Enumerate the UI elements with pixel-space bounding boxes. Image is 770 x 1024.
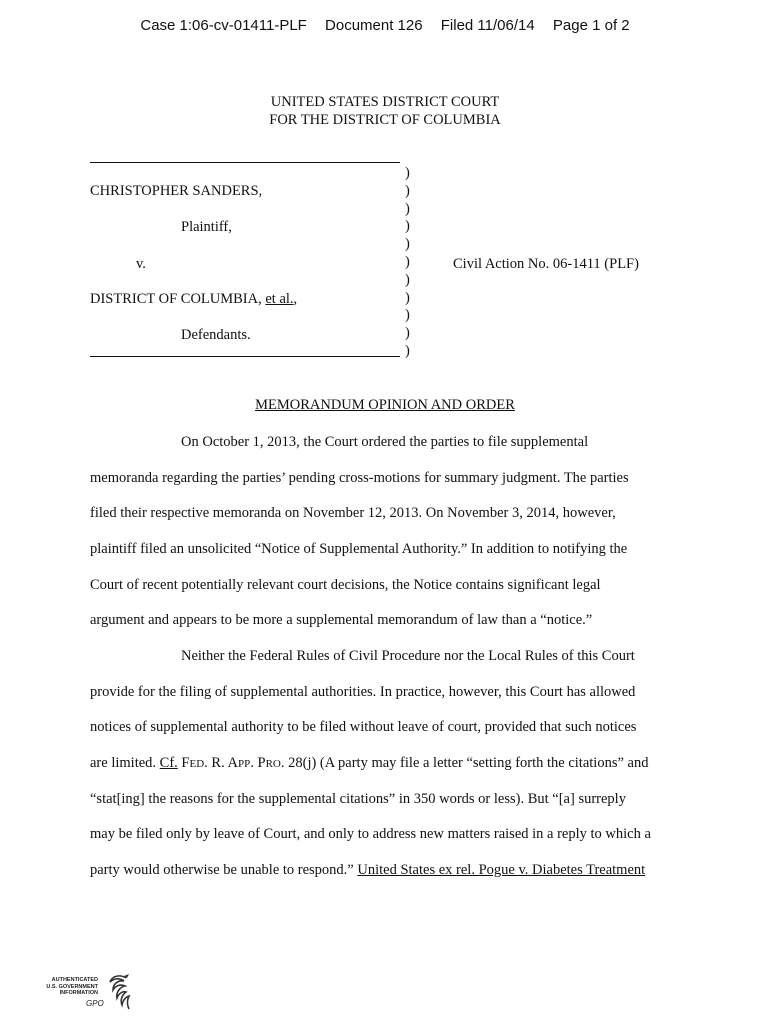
case-number: Case 1:06-cv-01411-PLF	[140, 17, 307, 34]
text-run: . P	[250, 755, 266, 772]
text-run: F	[177, 755, 190, 772]
defendant-role: Defendants.	[181, 327, 251, 343]
court-name: UNITED STATES DISTRICT COURT	[270, 94, 500, 110]
gpo-label: GPO	[86, 999, 104, 1008]
paragraph-line: filed their respective memoranda on November 12, 2013. On November 3, 2014, however,	[90, 505, 616, 522]
eagle-icon	[98, 972, 132, 1016]
et-al: et al.	[265, 291, 294, 307]
paragraph-line: memoranda regarding the parties’ pending cross-motions for summary judgment. The parties	[90, 469, 629, 486]
logo-text: AUTHENTICATED U.S. GOVERNMENT INFORMATION	[46, 977, 98, 996]
paragraph-line: plaintiff filed an unsolicited “Notice of Supplemental Authority.” In addition to notifying the	[90, 541, 628, 558]
paragraph-line: provide for the filing of supplemental authorities. In practice, however, this Court has allowed	[90, 683, 636, 700]
plaintiff-role: Plaintiff,	[181, 219, 232, 235]
gpo-authentication-logo	[42, 972, 132, 1016]
text-run: . R. A	[204, 755, 238, 772]
document-title	[0, 397, 770, 414]
paragraph-line: argument and appears to be more a supplemental memorandum of law than a “notice.”	[90, 612, 593, 629]
plaintiff-name: CHRISTOPHER SANDERS,	[90, 183, 263, 199]
text-run: are limited.	[90, 755, 160, 772]
defendant-comma: ,	[293, 291, 298, 307]
paragraph-line: Court of recent potentially relevant court decisions, the Notice contains significant legal	[90, 576, 601, 593]
small-caps-run: PP	[238, 758, 251, 771]
paragraph-line: “stat[ing] the reasons for the supplemental citations” in 350 words or less). But “[a] surreply	[90, 790, 626, 807]
versus: v.	[136, 256, 146, 272]
page-header	[0, 17, 770, 34]
caption-top-rule	[90, 162, 400, 163]
paragraph-line: Neither the Federal Rules of Civil Procedure nor the Local Rules of this Court	[181, 648, 635, 664]
defendant-name-text: DISTRICT OF COLUMBIA,	[90, 291, 266, 307]
small-caps-run: RO	[265, 758, 281, 771]
signal-cf: Cf.	[159, 755, 178, 772]
court-district: FOR THE DISTRICT OF COLUMBIA	[269, 112, 501, 128]
paragraph-2	[90, 647, 690, 897]
paragraph-line: notices of supplemental authority to be filed without leave of court, provided that such notices	[90, 719, 637, 736]
filed-date: Filed 11/06/14	[440, 17, 535, 34]
paragraph-1	[90, 433, 690, 647]
case-citation: United States ex rel. Pogue v. Diabetes Treatment	[357, 862, 646, 879]
paragraph-line: may be filed only by leave of Court, and only to address new matters raised in a reply to which a	[90, 826, 651, 843]
text-run: . 28(j) (A party may file a letter “setting forth the citations” and	[280, 755, 649, 772]
defendant-name	[90, 291, 297, 308]
paragraph-line	[90, 861, 690, 897]
page-number: Page 1 of 2	[552, 17, 630, 34]
paragraph-line: On October 1, 2013, the Court ordered the parties to file supplemental	[181, 434, 589, 450]
civil-action-number: Civil Action No. 06-1411 (PLF)	[453, 256, 639, 272]
paragraph-line	[90, 754, 690, 790]
caption-parens: ) ) ) ) ) ) ) ) ) ) )	[405, 165, 410, 359]
text-run: party would otherwise be unable to respond.”	[90, 862, 358, 879]
small-caps-run: ED	[189, 758, 205, 771]
caption-bottom-rule	[90, 356, 400, 357]
document-number: Document 126	[325, 17, 423, 34]
court-heading	[0, 93, 770, 129]
document-title-text: MEMORANDUM OPINION AND ORDER	[255, 397, 515, 413]
